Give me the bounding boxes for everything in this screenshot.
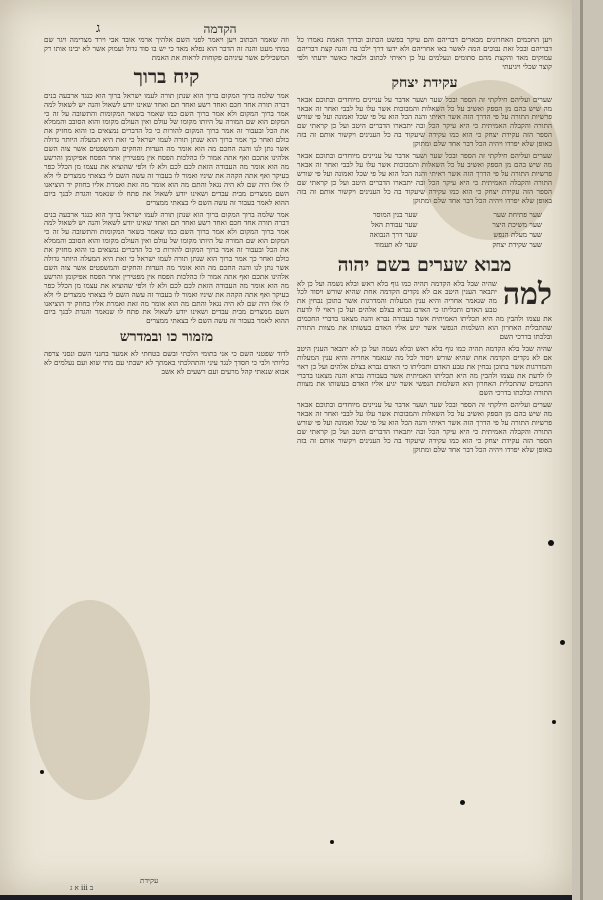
- left-body-paragraph: אמר שלמה ברוך המקום ברוך הוא שנתן תורה לעמו ישראל ברוך הוא כנגד ארבעה בנים דברה תורה אחד חכם ואחד רשע ואחד תם ואחד שאינו יודע לשאול והנה יש לשאול למה אמר ברוך המקום ולא אמר ברוך השם כמו שאמר בשאר המקומות והתשובה על זה כי המקום הוא שם המורה על היותו מקומו של עולם ואין העולם מקומו והוא הסובב והממלא את הכל ובעבור זה אמר ברוך המקום להורות כי כל הדברים נמצאים בו והוא מחזיק את כולם ואחר כך אמר ברוך הוא שנתן תורה לעמו ישראל כי זאת היא המעלה היותר גדולה אשר נתן לנו והנה החכם מה הוא אומר מה העדות והחקים והמשפטים אשר צוה השם אלהינו אתכם ואף אתה אמור לו כהלכות הפסח אין מפטירין אחר הפסח אפיקומן והרשע מה הוא אומר מה העבודה הזאת לכם לכם ולא לו ולפי שהוציא את עצמו מן הכלל כפר בעיקר ואף אתה הקהה את שיניו ואמור לו בעבור זה עשה השם לי בצאתי ממצרים לי ולא לו אלו היה שם לא היה נגאל והתם מה הוא אומר מה זאת ואמרת אליו בחוזק יד הוציאנו השם ממצרים מבית עבדים ושאינו יודע לשאול את פתח לו שנאמר והגדת לבנך ביום ההוא לאמר בעבור זה עשה השם לי בצאתי ממצרים: [44, 90, 289, 207]
- paper-stain: [420, 80, 560, 240]
- intro-paragraph: [297, 276, 552, 342]
- intro-paragraph-cont: שערים ועליהם חילקתי זה הספר ובכל שער ושער אדבר על עניינים מיוחדים ובתוכם אבאר מה שיש בהם מן הספק ואשיב על כל השאלות והמבוכות אשר עלו על לבבי ואחר זה אבאר פרשיות התורה על פי הדרך הזה אשר ראיתי והנה הכל הוא על פי שכל ואמונה ועל פי שורש התורה והקבלה האמיתית כי היא עיקר הכל ובה יתבארו הדברים היטב ועל כן קראתי שם הספר הזה עקידת יצחק כי הוא כמו עקידה שיעקוד בה כל הענינים ויקשור אותם זה בזה באופן שלא יפרדו ויהיה הכל דבר אחד שלם ומתוקן: [297, 400, 552, 454]
- gates-list-item: שער משיכת היצר: [492, 219, 542, 229]
- gates-intro-heading: מבוא שערים בשם יהוה: [337, 253, 512, 276]
- psalm-heading: מזמור כו ובמדרש: [119, 329, 214, 346]
- wormhole: [460, 800, 465, 805]
- gates-list-item: שער מעלת הנפש: [493, 229, 542, 239]
- right-body-paragraph: שערים ועליהם חילקתי זה הספר ובכל שער ושער אדבר על עניינים מיוחדים ובתוכם אבאר מה שיש בהם מן הספק ואשיב על כל השאלות והמבוכות אשר עלו על לבבי ואחר זה אבאר פרשיות התורה על פי הדרך הזה אשר ראיתי והנה הכל הוא על פי שכל ואמונה ועל פי שורש התורה והקבלה האמיתית כי היא עיקר הכל ובה יתבארו הדברים היטב ועל כן קראתי שם הספר הזה עקידת יצחק כי הוא כמו עקידה שיעקוד בה כל הענינים ויקשור אותם זה בזה באופן שלא יפרדו ויהיה הכל דבר אחד שלם ומתוקן: [297, 94, 552, 149]
- right-section-heading: עקידת יצחק: [391, 74, 458, 91]
- left-body-paragraph-cont: אמר שלמה ברוך המקום ברוך הוא שנתן תורה לעמו ישראל ברוך הוא כנגד ארבעה בנים דברה תורה אחד חכם ואחד רשע ואחד תם ואחד שאינו יודע לשאול והנה יש לשאול למה אמר ברוך המקום ולא אמר ברוך השם כמו שאמר בשאר המקומות והתשובה על זה כי המקום הוא שם המורה על היותו מקומו של עולם ואין העולם מקומו והוא הסובב והממלא את הכל ובעבור זה אמר ברוך המקום להורות כי כל הדברים נמצאים בו והוא מחזיק את כולם ואחר כך אמר ברוך הוא שנתן תורה לעמו ישראל כי זאת היא המעלה היותר גדולה אשר נתן לנו והנה החכם מה הוא אומר מה העדות והחקים והמשפטים אשר צוה השם אלהינו אתכם ואף אתה אמור לו כהלכות הפסח אין מפטירין אחר הפסח אפיקומן והרשע מה הוא אומר מה העבודה הזאת לכם לכם ולא לו ולפי שהוציא את עצמו מן הכלל כפר בעיקר ואף אתה הקהה את שיניו ואמור לו בעבור זה עשה השם לי בצאתי ממצרים לי ולא לו אלו היה שם לא היה נגאל והתם מה הוא אומר מה זאת ואמרת אליו בחוזק יד הוציאנו השם ממצרים מבית עבדים ושאינו יודע לשאול את פתח לו שנאמר והגדת לבנך ביום ההוא לאמר בעבור זה עשה השם לי בצאתי ממצרים: [44, 209, 289, 326]
- page-edge: [572, 0, 603, 900]
- left-top-paragraph: וזה שאמר הכתוב ויען ויאמר לפני השם אלהיך ארמי אובד אבי וירד מצרימה ויגר שם במתי מעט והנה זה הדבר הוא נפלא מאד כי יש בו סוד גדול ועמוק אשר לא יבינו אותו רק המשכילים אשר עיניהם פקוחות לראות את האמת: [44, 36, 289, 62]
- wormhole: [552, 720, 556, 724]
- catchword: עקידת: [140, 876, 159, 885]
- gates-list-item: שער לא תעמוד: [374, 239, 418, 249]
- psalm-paragraph: לדוד שפטני השם כי אני בתומי הלכתי ובשם בטחתי לא אמעד בחנני השם ונסני צרפה כליותי ולבי כי חסדך לנגד עיני והתהלכתי באמתך לא ישבתי עם מתי שוא ועם נעלמים לא אבוא שנאתי קהל מרעים ועם רשעים לא אשב: [44, 349, 289, 377]
- paper-stain: [30, 600, 150, 800]
- running-title: הקדמה: [203, 22, 237, 36]
- wormhole: [560, 640, 565, 645]
- intro-text: שהיה שבל בלא הקדמה תהיה כמו גוף בלא ראש ובלא נשמה ועל כן לא יתבאר הענין היטב אם לא נקדים הקדמה אחת שהיא שורש ויסוד לכל מה שנאמר אחריה והיא ענין המעלות והמדרגות אשר בתוכן נבחין את טבע האדם ותכליתו כי האדם נברא בצלם אלהים ועל כן ראוי לו לדעת את עצמו ולהבין מה היא תכליתו האמיתית אשר בעבורה נברא והנה מצאנו בדברי החכמים שהתכלית האחרון הוא השלמות הנפשי אשר יגיע אליו האדם בעשותו את מצוות התורה ובלכתו בדרכי השם: [297, 278, 552, 341]
- right-top-paragraph: ויען החכמים האחרונים מבארים דבריהם והם עיקר בפשט הכתוב ובדרך האמת נאמרו כל דבריהם ובכל זאת נבוכים המה לאשר באו אחריהם ולא ידעו דרך ילכו בה והנה קצת דבריהם עמוקים מאד והקצת מהם סתומים ונעלמים על כן ראיתי לכתוב ולבאר כאשר ידעתי ולפי קוצר שכלי ויגיעתי: [297, 36, 552, 71]
- signature-mark: א ג iii ב: [70, 884, 94, 892]
- gates-list-item: שער בנין המוסר: [372, 209, 418, 219]
- folio-number: ג: [96, 21, 101, 36]
- wormhole: [330, 840, 334, 844]
- wormhole: [548, 540, 554, 546]
- gates-list-item: שער עבודת האל: [371, 219, 418, 229]
- page-header: [0, 8, 572, 38]
- gates-list-item: שער דרך הנבואה: [369, 229, 418, 239]
- right-body-paragraph-cont: שערים ועליהם חילקתי זה הספר ובכל שער ושער אדבר על עניינים מיוחדים ובתוכם אבאר מה שיש בהם מן הספק ואשיב על כל השאלות והמבוכות אשר עלו על לבבי ואחר זה אבאר פרשיות התורה על פי הדרך הזה אשר ראיתי והנה הכל הוא על פי שכל ואמונה ועל פי שורש התורה והקבלה האמיתית כי היא עיקר הכל ובה יתבארו הדברים היטב ועל כן קראתי שם הספר הזה עקידת יצחק כי הוא כמו עקידה שיעקוד בה כל הענינים ויקשור אותם זה בזה באופן שלא יפרדו ויהיה הכל דבר אחד שלם ומתוקן: [297, 151, 552, 205]
- left-section-heading: קיח ברוך: [133, 65, 200, 88]
- gates-list-item: שער שקידת יצחק: [492, 239, 542, 249]
- wormhole: [40, 770, 44, 774]
- intro-paragraph-cont: שהיה שבל בלא הקדמה תהיה כמו גוף בלא ראש ובלא נשמה ועל כן לא יתבאר הענין היטב אם לא נקדים הקדמה אחת שהיא שורש ויסוד לכל מה שנאמר אחריה והיא ענין המעלות והמדרגות אשר בתוכן נבחין את טבע האדם ותכליתו כי האדם נברא בצלם אלהים ועל כן ראוי לו לדעת את עצמו ולהבין מה היא תכליתו האמיתית אשר בעבורה נברא והנה מצאנו בדברי החכמים שהתכלית האחרון הוא השלמות הנפשי אשר יגיע אליו האדם בעשותו את מצוות התורה ובלכתו בדרכי השם: [297, 343, 552, 398]
- gates-list-item: שער פתיחת שער: [493, 209, 542, 219]
- initial-word: למה: [502, 276, 552, 312]
